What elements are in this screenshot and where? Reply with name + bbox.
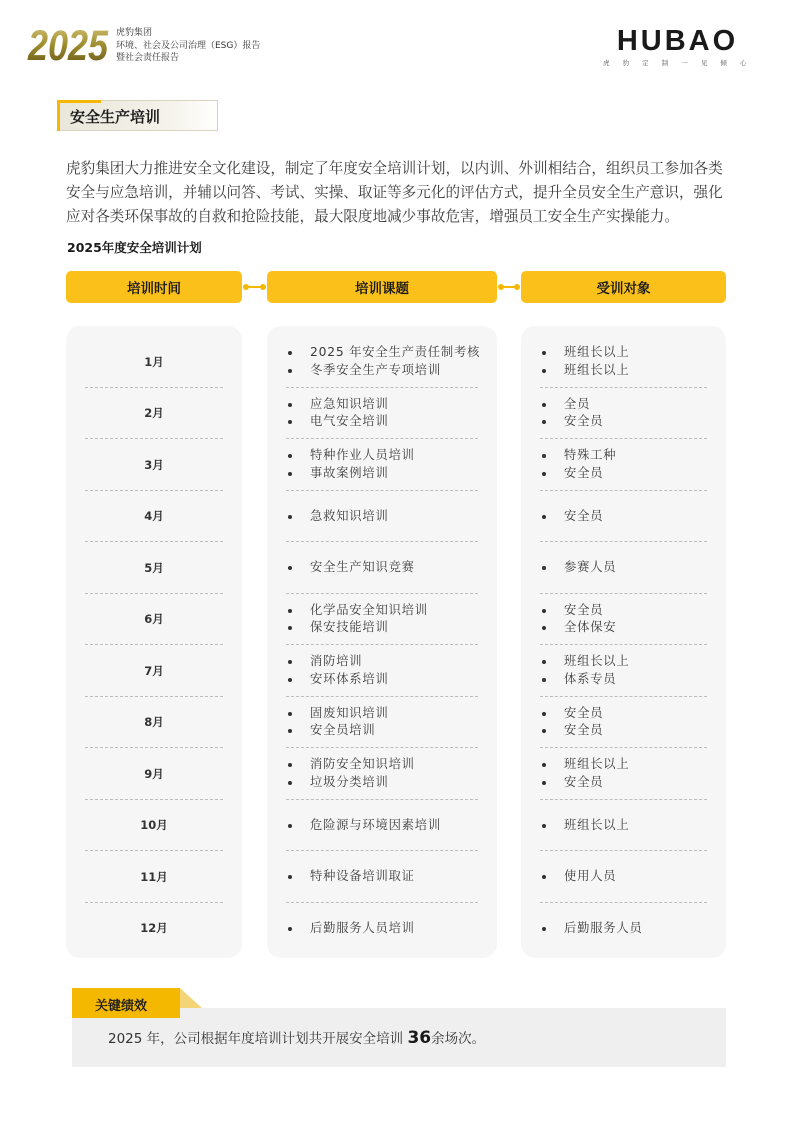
topic-item: 化学品安全知识培训 [267,602,497,620]
month-label: 9月 [144,766,164,781]
topic-cell [267,645,497,697]
target-cell [521,800,726,852]
target-item: 安全员 [521,705,726,723]
topic-cell [267,748,497,800]
target-cell [521,491,726,543]
topic-item: 冬季安全生产专项培训 [267,362,497,380]
key-performance-text [108,1027,485,1048]
month-label: 1月 [144,354,164,369]
month-label: 5月 [144,560,164,575]
month-cell [66,697,242,749]
header-connector [245,286,264,288]
topic-item: 事故案例培训 [267,465,497,483]
column-header-time: 培训时间 [66,271,242,303]
topic-cell [267,903,497,955]
month-cell [66,645,242,697]
topic-cell [267,439,497,491]
month-cell [66,491,242,543]
target-cell [521,903,726,955]
report-title-line: 虎豹集团 [116,28,153,38]
target-item: 特殊工种 [521,447,726,465]
target-cell [521,388,726,440]
topic-item: 固废知识培训 [267,705,497,723]
topic-item: 应急知识培训 [267,396,497,414]
target-item: 安全员 [521,722,726,740]
brand-logo [603,26,752,67]
topic-item: 安全生产知识竞赛 [267,559,497,577]
topic-cell [267,388,497,440]
target-column [521,326,726,958]
target-item: 班组长以上 [521,817,726,835]
topic-item: 保安技能培训 [267,619,497,637]
target-item: 安全员 [521,774,726,792]
topic-item: 安环体系培训 [267,671,497,689]
topic-item: 特种设备培训取证 [267,868,497,886]
target-item: 后勤服务人员 [521,920,726,938]
month-cell [66,594,242,646]
topic-item: 后勤服务人员培训 [267,920,497,938]
month-label: 8月 [144,715,164,730]
topic-cell [267,491,497,543]
month-cell [66,336,242,388]
target-cell [521,645,726,697]
column-header-target: 受训对象 [521,271,726,303]
month-label: 7月 [144,663,164,678]
report-year: 2025 [27,22,109,70]
target-cell [521,851,726,903]
plan-title: 2025年度安全培训计划 [67,240,202,255]
topic-cell [267,336,497,388]
header-connector [500,286,518,288]
topic-item: 安全员培训 [267,722,497,740]
topic-column [267,326,497,958]
topic-item: 特种作业人员培训 [267,447,497,465]
target-item: 安全员 [521,465,726,483]
month-label: 10月 [140,818,168,833]
target-item: 班组长以上 [521,653,726,671]
section-title: 安全生产培训 [70,108,161,126]
target-cell [521,594,726,646]
target-item: 使用人员 [521,868,726,886]
report-year-logo [27,22,110,70]
target-item: 班组长以上 [521,362,726,380]
key-performance-text-before: 2025 年，公司根据年度培训计划共开展安全培训 [108,1031,408,1047]
topic-cell [267,851,497,903]
brand-tagline: 虎 豹 定 制 一 见 倾 心 [603,59,752,67]
key-performance-number: 36 [407,1028,432,1048]
month-label: 12月 [140,921,168,936]
section-title-tab [57,100,218,131]
key-performance-tab-fold [180,988,202,1008]
target-item: 班组长以上 [521,756,726,774]
target-item: 参赛人员 [521,559,726,577]
target-item: 全体保安 [521,619,726,637]
target-cell [521,439,726,491]
topic-cell [267,542,497,594]
topic-cell [267,800,497,852]
target-cell [521,542,726,594]
month-cell [66,748,242,800]
brand-name: HUBAO [616,25,739,57]
target-cell [521,697,726,749]
target-item: 安全员 [521,413,726,431]
target-cell [521,748,726,800]
topic-item: 消防安全知识培训 [267,756,497,774]
target-item: 安全员 [521,508,726,526]
month-cell [66,903,242,955]
topic-item: 2025 年安全生产责任制考核 [267,344,497,362]
month-cell [66,800,242,852]
topic-cell [267,697,497,749]
target-cell [521,336,726,388]
topic-item: 危险源与环境因素培训 [267,817,497,835]
topic-item: 急救知识培训 [267,508,497,526]
month-label: 11月 [140,869,168,884]
report-title [116,27,260,65]
month-column [66,326,242,958]
report-title-line: 暨社会责任报告 [116,53,180,63]
target-item: 安全员 [521,602,726,620]
month-label: 2月 [144,406,164,421]
month-cell [66,439,242,491]
month-cell [66,851,242,903]
month-cell [66,542,242,594]
month-label: 4月 [144,509,164,524]
month-cell [66,388,242,440]
report-title-line: 环境、社会及公司治理（ESG）报告 [116,40,261,51]
topic-item: 电气安全培训 [267,413,497,431]
target-item: 全员 [521,396,726,414]
column-header-topic: 培训课题 [267,271,497,303]
key-performance-label: 关键绩效 [95,999,148,1014]
key-performance-text-after: 余场次。 [431,1031,486,1047]
intro-paragraph: 虎豹集团大力推进安全文化建设，制定了年度安全培训计划，以内训、外训相结合，组织员工参加各类 安全与应急培训，并辅以问答、考试、实操、取证等多元化的评估方式，提升全员安全生产意识，强化 应对各类环保事故的自救和抢险技能，最大限度地减少事故危害，增强员工安全生产实操能力。 [66,160,723,225]
topic-cell [267,594,497,646]
month-label: 6月 [144,612,164,627]
topic-item: 垃圾分类培训 [267,774,497,792]
month-label: 3月 [144,457,164,472]
topic-item: 消防培训 [267,653,497,671]
target-item: 班组长以上 [521,344,726,362]
target-item: 体系专员 [521,671,726,689]
